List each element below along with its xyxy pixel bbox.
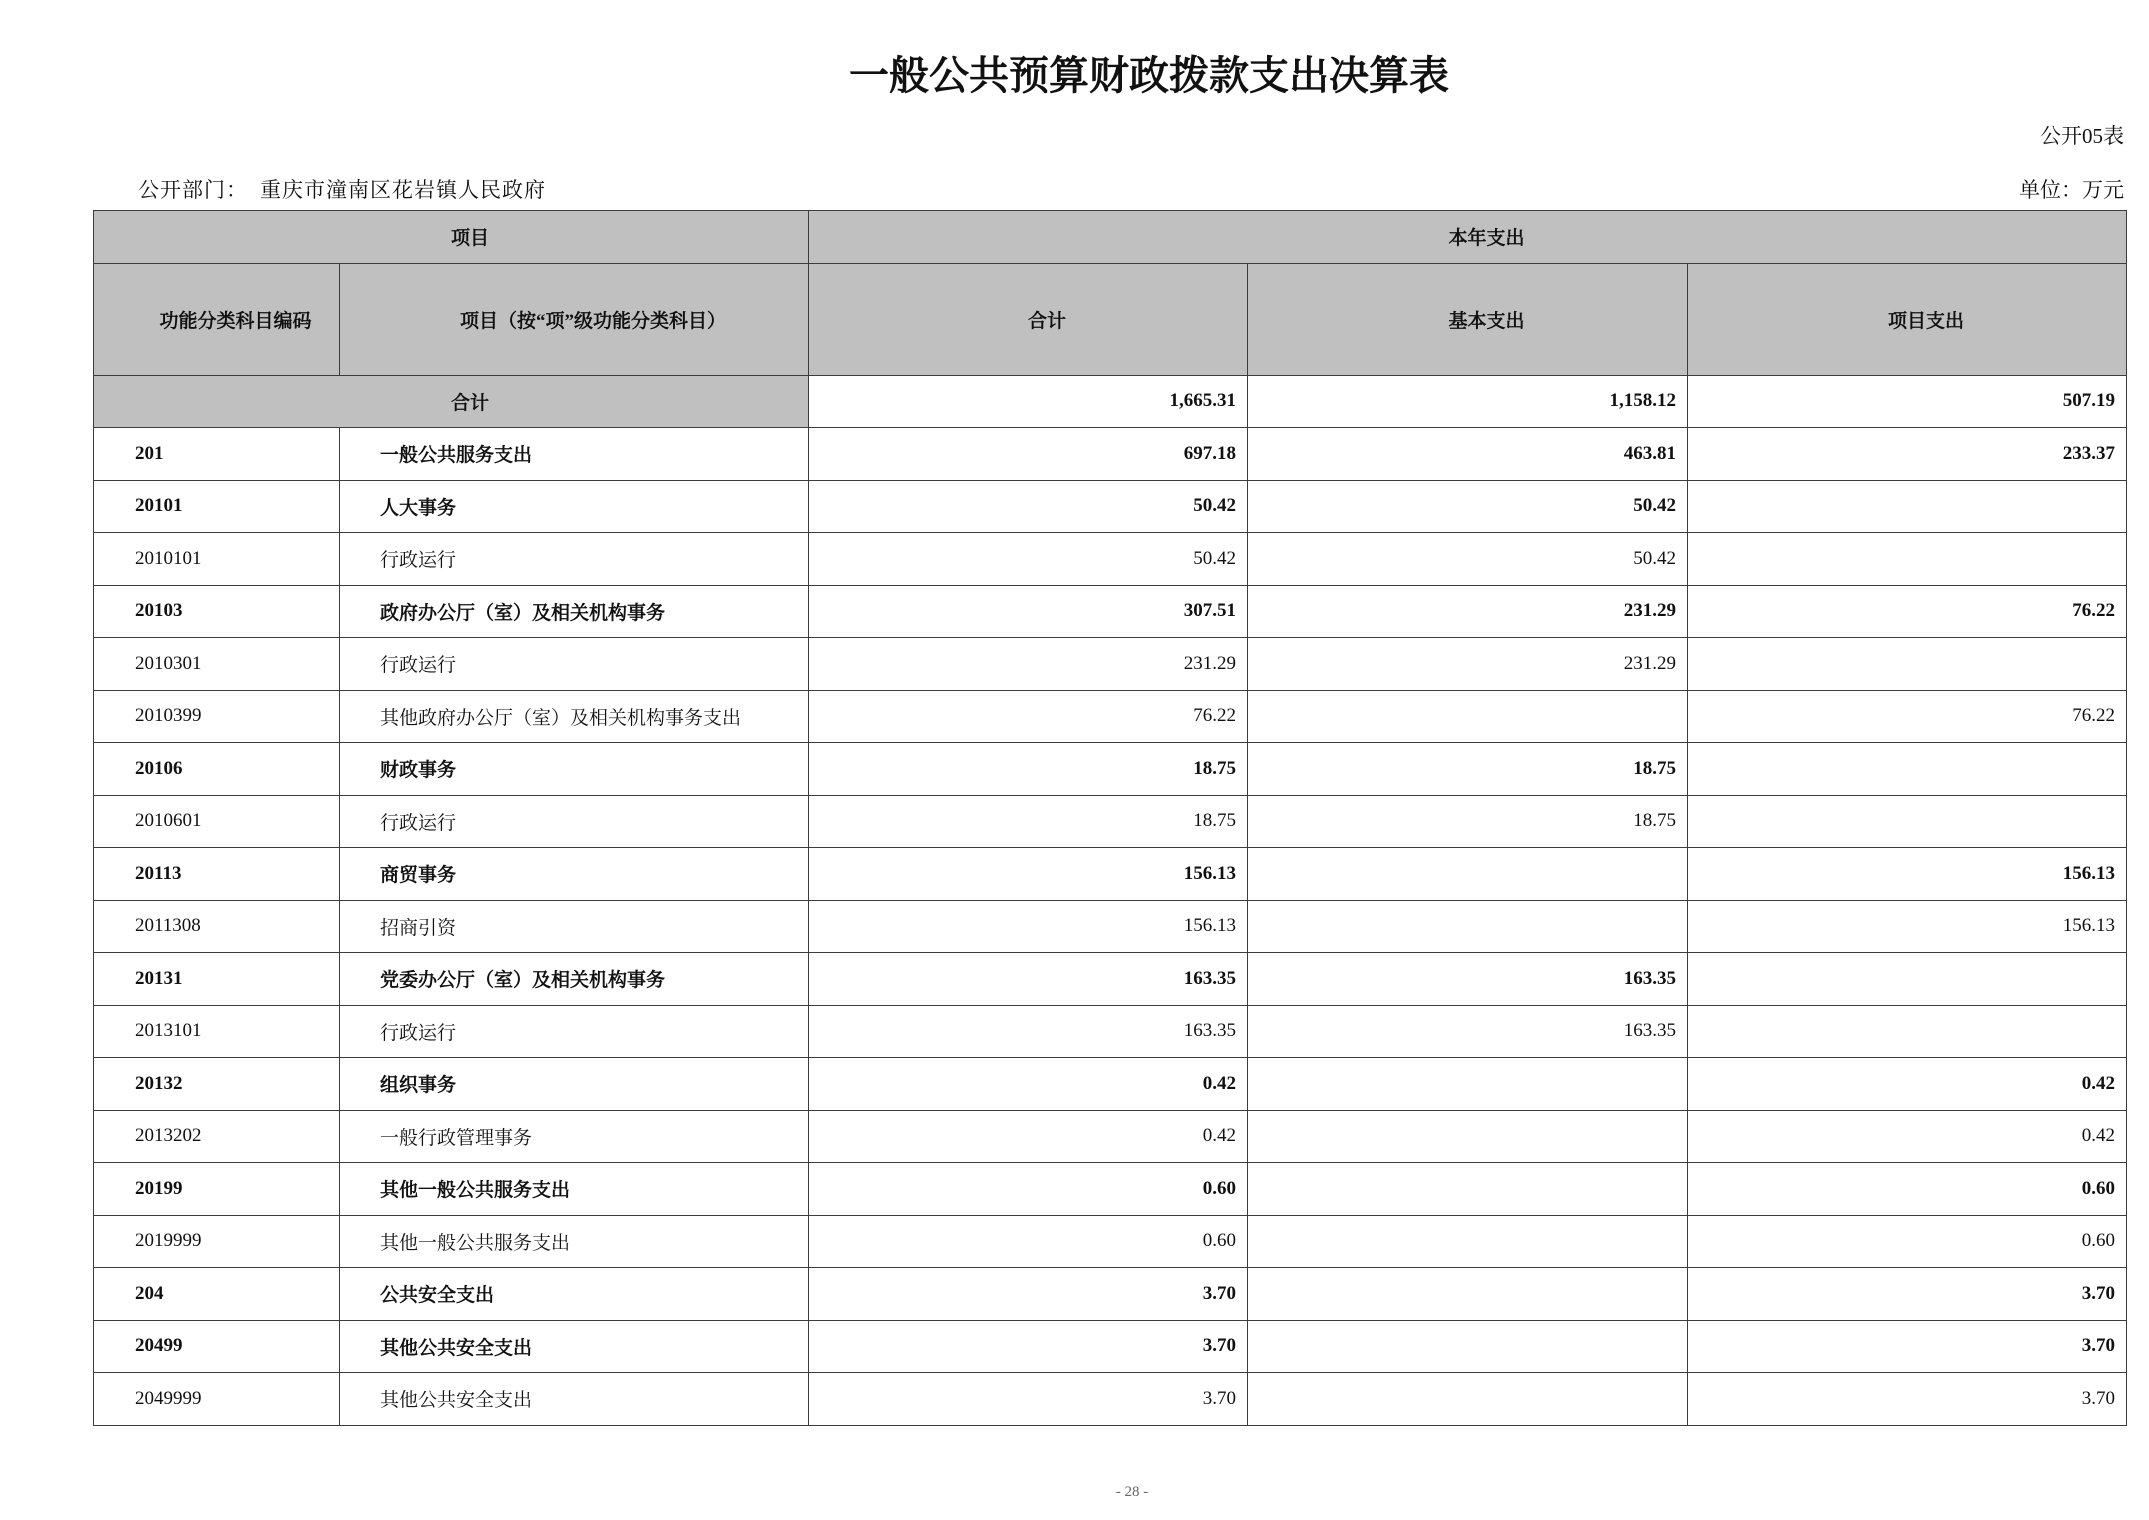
- row-code: 2013202: [94, 1110, 340, 1163]
- row-project-expense: [1688, 638, 2127, 691]
- table-row: [94, 848, 2127, 901]
- row-total: 231.29: [809, 638, 1248, 691]
- row-name: 财政事务: [340, 743, 809, 796]
- total-row-label: 合计: [94, 375, 809, 428]
- row-code: 20106: [94, 743, 340, 796]
- row-code: 20103: [94, 585, 340, 638]
- row-name: 商贸事务: [340, 848, 809, 901]
- row-total: 0.60: [809, 1215, 1248, 1268]
- total-row-project-expense: 507.19: [1688, 375, 2127, 428]
- row-project-expense: [1688, 953, 2127, 1006]
- table-row: [94, 1163, 2127, 1216]
- department-name: 重庆市潼南区花岩镇人民政府: [260, 178, 546, 202]
- header-project-expense: 项目支出: [1688, 263, 2127, 375]
- row-project-expense: 156.13: [1688, 900, 2127, 953]
- row-code: 2011308: [94, 900, 340, 953]
- row-name: 其他一般公共服务支出: [340, 1215, 809, 1268]
- row-total: 156.13: [809, 900, 1248, 953]
- row-code: 20199: [94, 1163, 340, 1216]
- row-name: 行政运行: [340, 638, 809, 691]
- row-code: 20131: [94, 953, 340, 1006]
- row-total: 50.42: [809, 480, 1248, 533]
- row-total: 50.42: [809, 533, 1248, 586]
- row-code: 2019999: [94, 1215, 340, 1268]
- row-code: 204: [94, 1268, 340, 1321]
- row-project-expense: 3.70: [1688, 1320, 2127, 1373]
- row-basic-expense: 231.29: [1248, 638, 1688, 691]
- header-row-groups: [94, 211, 2127, 264]
- row-name: 党委办公厅（室）及相关机构事务: [340, 953, 809, 1006]
- row-project-expense: 3.70: [1688, 1373, 2127, 1426]
- row-basic-expense: 50.42: [1248, 533, 1688, 586]
- row-total: 3.70: [809, 1373, 1248, 1426]
- row-code: 2010399: [94, 690, 340, 743]
- table-row: [94, 533, 2127, 586]
- page-number: - 28 -: [1115, 1484, 1149, 1500]
- row-name: 公共安全支出: [340, 1268, 809, 1321]
- row-total: 3.70: [809, 1268, 1248, 1321]
- table-row: [94, 480, 2127, 533]
- department-label: 公开部门：: [138, 178, 248, 202]
- row-name: 其他公共安全支出: [340, 1320, 809, 1373]
- row-project-expense: [1688, 533, 2127, 586]
- row-project-expense: [1688, 743, 2127, 796]
- row-name: 政府办公厅（室）及相关机构事务: [340, 585, 809, 638]
- row-total: 697.18: [809, 428, 1248, 481]
- document-title: 一般公共预算财政拨款支出决算表: [849, 53, 1449, 98]
- row-name: 行政运行: [340, 533, 809, 586]
- row-code: 2010601: [94, 795, 340, 848]
- row-project-expense: 0.60: [1688, 1163, 2127, 1216]
- row-total: 163.35: [809, 953, 1248, 1006]
- table-number: 公开05表: [2040, 124, 2124, 148]
- header-name: 项目（按“项”级功能分类科目）: [340, 263, 809, 375]
- total-row-total: 1,665.31: [809, 375, 1248, 428]
- row-code: 2013101: [94, 1005, 340, 1058]
- row-total: 0.42: [809, 1058, 1248, 1111]
- row-basic-expense: [1248, 1110, 1688, 1163]
- row-basic-expense: 18.75: [1248, 743, 1688, 796]
- total-row-basic-expense: 1,158.12: [1248, 375, 1688, 428]
- row-total: 163.35: [809, 1005, 1248, 1058]
- header-total: 合计: [809, 263, 1248, 375]
- row-basic-expense: [1248, 1268, 1688, 1321]
- table-row: [94, 638, 2127, 691]
- row-basic-expense: [1248, 848, 1688, 901]
- row-total: 76.22: [809, 690, 1248, 743]
- row-total: 0.60: [809, 1163, 1248, 1216]
- table-row: [94, 1215, 2127, 1268]
- row-basic-expense: 163.35: [1248, 953, 1688, 1006]
- row-name: 行政运行: [340, 795, 809, 848]
- row-project-expense: [1688, 795, 2127, 848]
- row-total: 3.70: [809, 1320, 1248, 1373]
- table-row: [94, 743, 2127, 796]
- row-project-expense: 76.22: [1688, 690, 2127, 743]
- row-code: 20101: [94, 480, 340, 533]
- row-code: 20132: [94, 1058, 340, 1111]
- row-project-expense: 0.42: [1688, 1110, 2127, 1163]
- row-name: 一般行政管理事务: [340, 1110, 809, 1163]
- row-code: 20499: [94, 1320, 340, 1373]
- table-row: [94, 428, 2127, 481]
- row-basic-expense: [1248, 1320, 1688, 1373]
- row-basic-expense: [1248, 1058, 1688, 1111]
- row-total: 0.42: [809, 1110, 1248, 1163]
- header-current-year-expense: 本年支出: [809, 211, 2127, 264]
- row-basic-expense: 463.81: [1248, 428, 1688, 481]
- row-total: 18.75: [809, 795, 1248, 848]
- row-basic-expense: 231.29: [1248, 585, 1688, 638]
- row-project-expense: 156.13: [1688, 848, 2127, 901]
- row-total: 156.13: [809, 848, 1248, 901]
- table-row: [94, 1268, 2127, 1321]
- row-basic-expense: 18.75: [1248, 795, 1688, 848]
- row-basic-expense: [1248, 1373, 1688, 1426]
- row-name: 一般公共服务支出: [340, 428, 809, 481]
- row-basic-expense: [1248, 1215, 1688, 1268]
- row-code: 2010101: [94, 533, 340, 586]
- header-basic-expense: 基本支出: [1248, 263, 1688, 375]
- row-basic-expense: 163.35: [1248, 1005, 1688, 1058]
- row-project-expense: 76.22: [1688, 585, 2127, 638]
- row-total: 307.51: [809, 585, 1248, 638]
- header-item-group: 项目: [94, 211, 809, 264]
- row-project-expense: 0.42: [1688, 1058, 2127, 1111]
- row-basic-expense: 50.42: [1248, 480, 1688, 533]
- row-name: 行政运行: [340, 1005, 809, 1058]
- table-row: [94, 953, 2127, 1006]
- row-name: 其他政府办公厅（室）及相关机构事务支出: [340, 690, 809, 743]
- row-name: 组织事务: [340, 1058, 809, 1111]
- row-code: 2049999: [94, 1373, 340, 1426]
- row-basic-expense: [1248, 1163, 1688, 1216]
- table-row: [94, 1373, 2127, 1426]
- row-basic-expense: [1248, 690, 1688, 743]
- header-code: 功能分类科目编码: [94, 263, 340, 375]
- row-project-expense: 233.37: [1688, 428, 2127, 481]
- row-name: 招商引资: [340, 900, 809, 953]
- table-row: [94, 1005, 2127, 1058]
- total-row: [94, 375, 2127, 428]
- row-project-expense: [1688, 480, 2127, 533]
- unit-label: 单位：万元: [2019, 178, 2124, 202]
- table-row: [94, 690, 2127, 743]
- row-name: 人大事务: [340, 480, 809, 533]
- table-row: [94, 585, 2127, 638]
- table-row: [94, 900, 2127, 953]
- table-row: [94, 1110, 2127, 1163]
- row-total: 18.75: [809, 743, 1248, 796]
- table-row: [94, 1058, 2127, 1111]
- expenditure-table: [93, 210, 2127, 1426]
- row-project-expense: 0.60: [1688, 1215, 2127, 1268]
- row-basic-expense: [1248, 900, 1688, 953]
- row-project-expense: [1688, 1005, 2127, 1058]
- row-code: 2010301: [94, 638, 340, 691]
- row-name: 其他公共安全支出: [340, 1373, 809, 1426]
- table-row: [94, 795, 2127, 848]
- row-project-expense: 3.70: [1688, 1268, 2127, 1321]
- row-code: 20113: [94, 848, 340, 901]
- table-row: [94, 1320, 2127, 1373]
- row-name: 其他一般公共服务支出: [340, 1163, 809, 1216]
- row-code: 201: [94, 428, 340, 481]
- header-row-columns: [94, 263, 2127, 375]
